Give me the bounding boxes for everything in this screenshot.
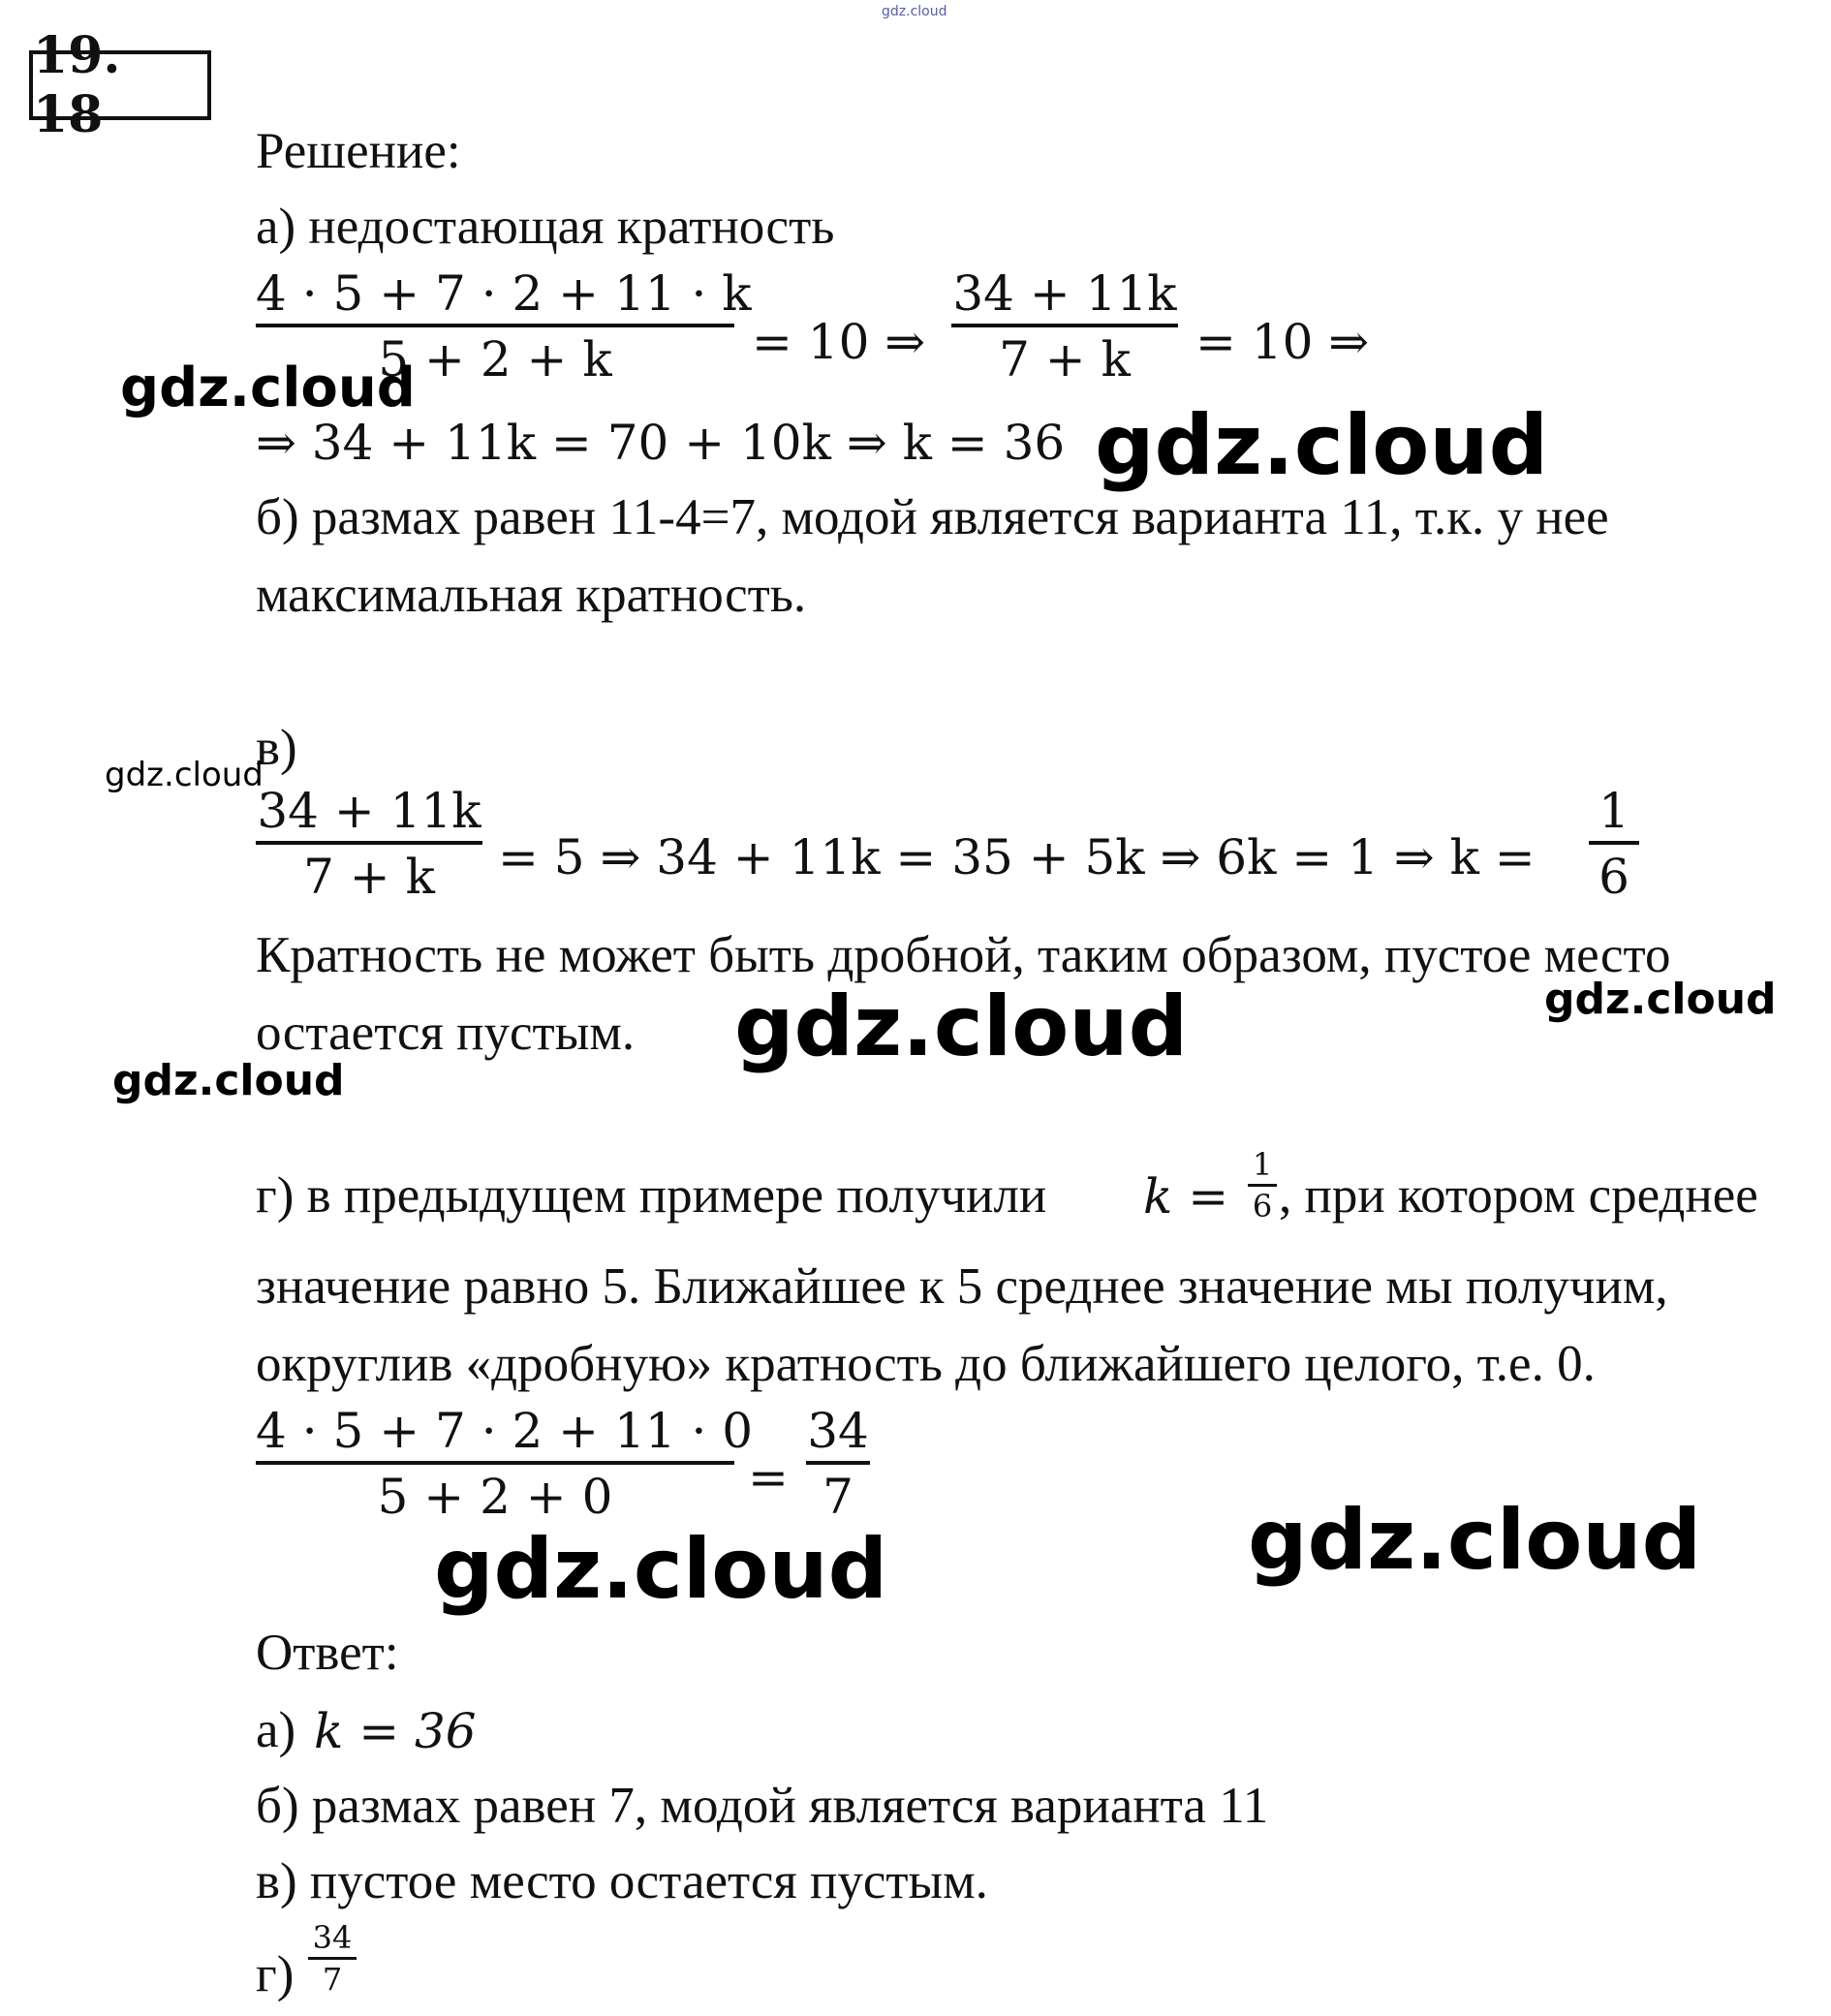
- part-v-result-denominator: 6: [1598, 849, 1629, 905]
- part-g-inline-numerator: 1: [1252, 1146, 1273, 1183]
- part-v-text-2: остается пустым.: [256, 1005, 636, 1061]
- answer-g-label: г): [256, 1946, 295, 2002]
- part-a-eq-mid: = 10 ⇒: [752, 314, 926, 370]
- part-a-fraction-2-numerator: 34 + 11k: [952, 265, 1177, 322]
- part-b-line-2: максимальная кратность.: [256, 567, 807, 623]
- watermark: gdz.cloud: [734, 978, 1189, 1075]
- task-number: 19. 18: [33, 26, 121, 144]
- watermark: gdz.cloud: [112, 1056, 345, 1105]
- top-watermark: gdz.cloud: [882, 4, 947, 19]
- part-g-line-2: значение равно 5. Ближайшее к 5 среднее значение мы получим,: [256, 1258, 1668, 1315]
- answer-a-math: k = 36: [314, 1703, 477, 1759]
- part-v-fraction: [256, 783, 482, 905]
- part-a-eq-end: = 10 ⇒: [1195, 314, 1370, 370]
- part-g-fraction-numerator: 4 · 5 + 7 · 2 + 11 · 0: [256, 1403, 754, 1459]
- part-g-inline-fraction: [1248, 1146, 1277, 1225]
- answer-v: в) пустое место остается пустым.: [256, 1853, 988, 1909]
- part-b-line-1: б) размах равен 11-4=7, модой является варианта 11, т.к. у нее: [256, 489, 1609, 545]
- part-v-label: в): [256, 720, 297, 776]
- part-g-result-denominator: 7: [822, 1469, 853, 1525]
- answer-label: Ответ:: [256, 1625, 399, 1681]
- answer-a-label: а): [256, 1702, 296, 1758]
- watermark: gdz.cloud: [1095, 397, 1549, 494]
- part-g-result-numerator: 34: [807, 1403, 869, 1459]
- task-number-box: [29, 26, 211, 144]
- part-g-line-1a: г) в предыдущем примере получили: [256, 1167, 1047, 1224]
- part-g-equals: =: [748, 1449, 789, 1505]
- part-v-fraction-denominator: 7 + k: [303, 849, 435, 905]
- part-a-equation-2: ⇒ 34 + 11k = 70 + 10k ⇒ k = 36: [256, 415, 1066, 471]
- part-a-fraction-1-denominator: 5 + 2 + k: [378, 331, 612, 388]
- part-v-result-numerator: 1: [1598, 783, 1629, 839]
- solution-label: Решение:: [256, 123, 461, 179]
- part-g-result-fraction: [806, 1403, 870, 1525]
- part-g-fraction-denominator: 5 + 2 + 0: [377, 1469, 613, 1525]
- part-a-fraction-1-numerator: 4 · 5 + 7 · 2 + 11 · k: [256, 265, 752, 322]
- part-g-fraction: [256, 1403, 754, 1525]
- answer-b: б) размах равен 7, модой является варианта 11: [256, 1778, 1269, 1834]
- part-g-k: k =: [1143, 1168, 1229, 1225]
- watermark: gdz.cloud: [105, 756, 264, 794]
- part-g-line-3: округлив «дробную» кратность до ближайшего целого, т.е. 0.: [256, 1336, 1596, 1392]
- part-g-line-1b: , при котором среднее: [1279, 1167, 1758, 1224]
- part-v-fraction-numerator: 34 + 11k: [257, 783, 481, 839]
- part-v-result-fraction: [1589, 783, 1639, 905]
- watermark: gdz.cloud: [1248, 1492, 1702, 1589]
- part-a-label: а) недостающая кратность: [256, 199, 835, 255]
- answer-g-numerator: 34: [312, 1919, 353, 1956]
- part-v-equation-rest: = 5 ⇒ 34 + 11k = 35 + 5k ⇒ 6k = 1 ⇒ k =: [498, 829, 1536, 885]
- watermark: gdz.cloud: [434, 1521, 888, 1618]
- watermark: gdz.cloud: [1544, 975, 1777, 1024]
- part-a-fraction-2-denominator: 7 + k: [999, 331, 1131, 388]
- part-a-fraction-2: [951, 265, 1178, 388]
- answer-g-fraction: [308, 1919, 357, 1998]
- part-g-inline-denominator: 6: [1252, 1188, 1273, 1225]
- part-v-text-1: Кратность не может быть дробной, таким образом, пустое место: [256, 927, 1671, 983]
- watermark: gdz.cloud: [120, 357, 416, 419]
- answer-g-denominator: 7: [322, 1961, 343, 1998]
